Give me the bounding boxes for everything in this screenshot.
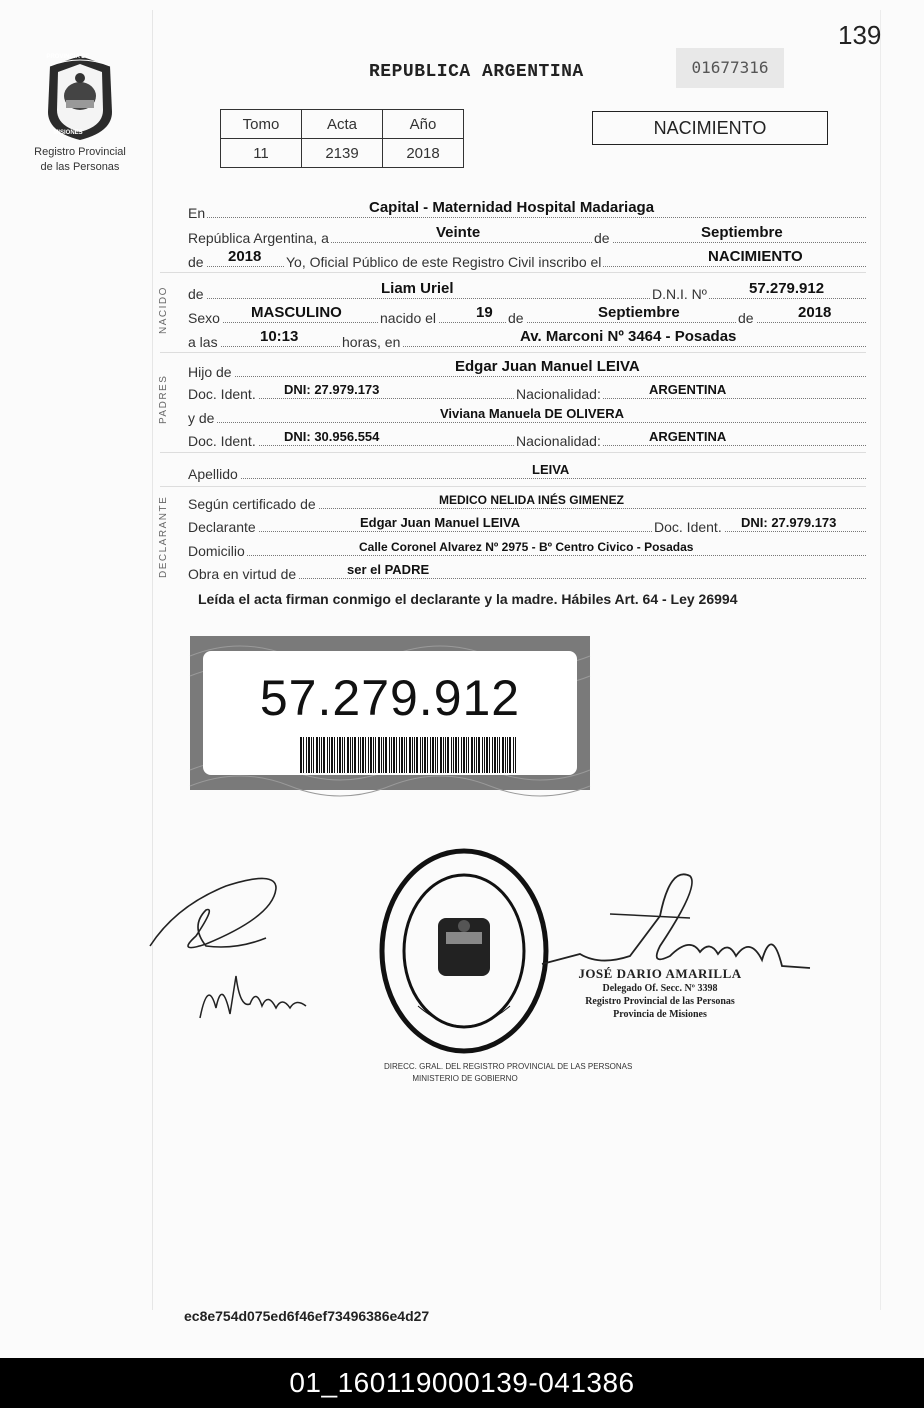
label-horas-en: horas, en [342,334,401,350]
label-oficial: Yo, Oficial Público de este Registro Civil inscribo el [286,254,602,270]
value-acta: 2139 [302,139,383,168]
row-lugar [188,199,866,221]
issuer-line-1: Registro Provincial [34,146,126,158]
closing-text: Leída el acta firman conmigo el declarante y la madre. Hábiles Art. 64 - Ley 26994 [198,591,738,607]
value-sexo: MASCULINO [251,304,342,321]
label-de-anio: de [188,254,204,270]
dotted-line [188,555,866,556]
document-hash: ec8e754d075ed6f46ef73496386e4d27 [184,1308,430,1324]
crest-text-top: PROVINCIA DE [46,54,90,60]
seal-outer-text: DIRECC. GRAL. DEL REGISTRO PROVINCIAL DE LAS PERSONAS [384,1062,633,1071]
issuer-block [28,52,132,182]
left-margin-line [152,10,153,1310]
issuer-line-2: de las Personas [40,161,120,173]
side-label-padres: PADRES [158,374,169,424]
section-divider [160,486,866,487]
value-nombre: Liam Uriel [381,280,454,297]
value-padre-doc: DNI: 27.979.173 [284,382,380,397]
official-province: Provincia de Misiones [613,1009,707,1020]
value-nac-dia: 19 [476,304,493,321]
value-hora: 10:13 [260,328,299,345]
row-declarante [188,513,866,535]
right-margin-line [880,10,881,1310]
value-tomo: 11 [221,139,302,168]
label-a-las: a las [188,334,218,350]
record-table [220,109,464,168]
row-domicilio [188,537,866,559]
side-label-nacido: NACIDO [158,286,169,334]
value-madre: Viviana Manuela DE OLIVERA [440,406,624,421]
value-lugar: Capital - Maternidad Hospital Madariaga [369,199,655,216]
label-y-de: y de [188,410,215,426]
serial-number: 01677316 [676,48,784,88]
side-label-declarante: DECLARANTE [158,495,169,578]
label-obra: Obra en virtud de [188,566,297,582]
value-certificado: MEDICO NELIDA INÉS GIMENEZ [439,493,624,507]
footer-id-bar: 01_160119000139-041386 [0,1358,924,1408]
row-nombre [188,280,866,302]
value-declarante: Edgar Juan Manuel LEIVA [360,515,521,530]
label-republica: República Argentina, a [188,230,329,246]
value-nac-mes: Septiembre [598,304,680,321]
row-inscripcion [188,248,866,270]
dotted-line [188,322,866,323]
row-madre [188,404,866,426]
page-number: 139 [838,20,882,50]
value-apellido: LEIVA [532,462,570,477]
value-domicilio: Calle Coronel Alvarez Nº 2975 - Bº Centro Civico - Posadas [359,540,694,554]
record-table-values [221,139,464,168]
official-seal-icon [378,846,550,1056]
dotted-line [188,531,866,532]
value-padre: Edgar Juan Manuel LEIVA [455,358,640,375]
header-anio: Año [383,110,464,139]
section-divider [160,452,866,453]
label-de-mes: de [508,310,524,326]
signature-declarant-icon [196,968,316,1028]
dotted-line [188,217,866,218]
signature-mother-icon [146,866,286,964]
value-dni: 57.279.912 [749,280,825,297]
country-title: REPUBLICA ARGENTINA [369,62,584,82]
value-nac-anio: 2018 [798,304,832,321]
value-madre-doc: DNI: 30.956.554 [284,429,380,444]
label-en: En [188,205,206,221]
label-sexo: Sexo [188,310,220,326]
label-nacionalidad: Nacionalidad: [516,386,601,402]
dotted-line [188,346,866,347]
header-acta: Acta [302,110,383,139]
label-nacionalidad-madre: Nacionalidad: [516,433,601,449]
section-divider [160,352,866,353]
value-madre-nac: ARGENTINA [649,429,727,444]
value-padre-nac: ARGENTINA [649,382,727,397]
header-tomo: Tomo [221,110,302,139]
crest-text-bottom: MISIONES [53,130,83,136]
label-hijo-de: Hijo de [188,364,232,380]
label-doc-ident: Doc. Ident. [188,386,256,402]
label-segun: Según certificado de [188,496,316,512]
label-doc-ident-decl: Doc. Ident. [654,519,722,535]
row-madre-doc [188,427,866,449]
label-nacido-el: nacido el [380,310,437,326]
label-de-anio-nac: de [738,310,754,326]
label-domicilio: Domicilio [188,543,245,559]
dotted-line [188,298,866,299]
official-stamp [560,966,760,1021]
record-table-header [221,110,464,139]
act-type-box: NACIMIENTO [592,111,828,145]
value-anio: 2018 [383,139,464,168]
dni-number-panel [203,651,577,775]
row-hora [188,328,866,350]
barcode-icon [300,737,518,773]
label-doc-ident-madre: Doc. Ident. [188,433,256,449]
dotted-line [188,478,866,479]
value-lugar-nac: Av. Marconi Nº 3464 - Posadas [520,328,737,345]
label-de-nombre: de [188,286,204,302]
official-title: Delegado Of. Secc. Nº 3398 [602,983,718,994]
dotted-line [188,422,866,423]
row-fecha [188,224,866,246]
row-sexo [188,304,866,326]
value-anio: 2018 [228,248,262,265]
seal-inner-text: MINISTERIO DE GOBIERNO [412,1074,518,1083]
dni-big-number: 57.279.912 [259,670,521,726]
dni-number-box [190,636,590,790]
row-certificado [188,490,866,512]
label-declarante: Declarante [188,519,256,535]
official-name: JOSÉ DARIO AMARILLA [578,966,742,981]
value-decl-doc: DNI: 27.979.173 [741,515,837,530]
row-obra [188,560,866,582]
row-padre-doc [188,380,866,402]
section-divider [160,272,866,273]
row-apellido [188,460,866,482]
value-obra: ser el PADRE [347,562,430,577]
value-acto: NACIMIENTO [708,248,803,265]
label-dni: D.N.I. Nº [652,286,707,302]
label-apellido: Apellido [188,466,238,482]
value-dia: Veinte [436,224,481,241]
dotted-line [188,376,866,377]
label-de: de [594,230,610,246]
value-mes: Septiembre [701,224,783,241]
row-padre [188,358,866,380]
official-office: Registro Provincial de las Personas [585,996,735,1007]
